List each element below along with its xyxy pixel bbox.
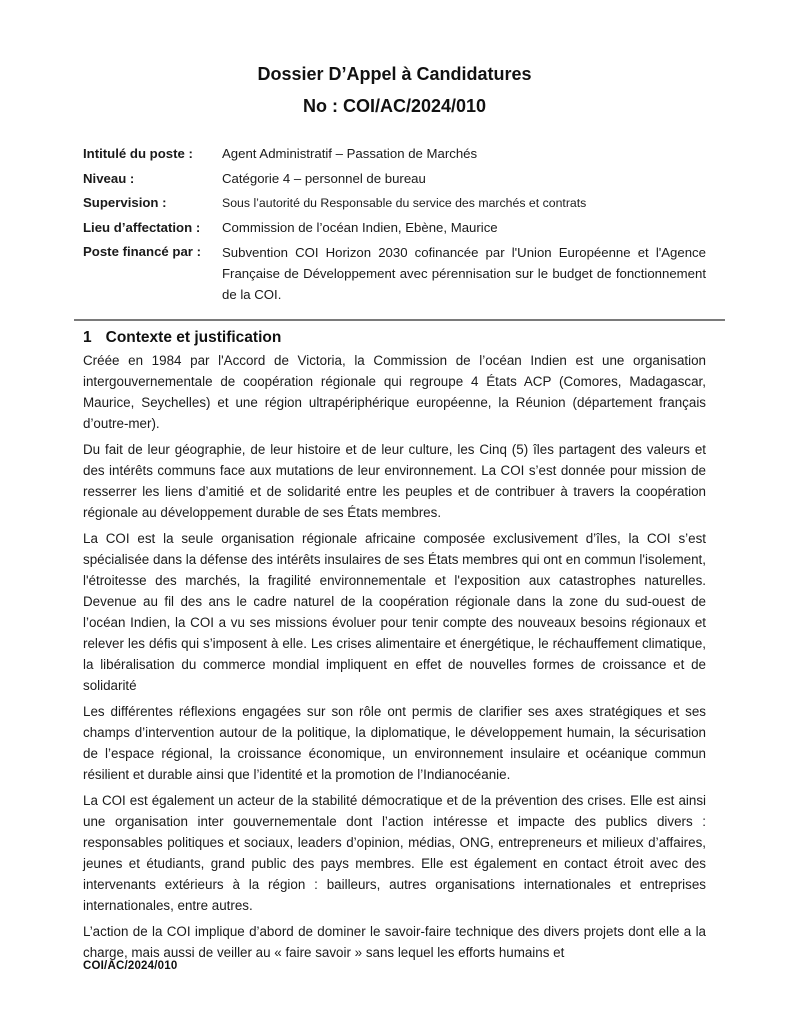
section-divider [74, 319, 725, 321]
meta-label: Poste financé par : [83, 244, 201, 259]
page-content [83, 0, 706, 968]
section-number: 1 [83, 329, 92, 346]
footer-reference: COI/AC/2024/010 [83, 960, 178, 972]
document-reference-number: No : COI/AC/2024/010 [302, 96, 487, 116]
meta-row-financement [83, 242, 706, 305]
paragraph: Les différentes réflexions engagées sur son rôle ont permis de clarifier ses axes stratégiques et ses champs d’intervention autour de la politique, la diplomatique, le développement humain, la sécurisation de l’espace régional, la croissance économique, un environnement insulaire et océanique commun résilient et durable ainsi que l’identité et la promotion de l’Indianocéanie. [83, 704, 706, 782]
meta-value: Catégorie 4 – personnel de bureau [222, 170, 426, 186]
section-body [83, 350, 706, 963]
section-title: Contexte et justification [105, 329, 282, 346]
meta-row-intitule [83, 144, 706, 165]
meta-row-lieu [83, 218, 706, 239]
paragraph: L’action de la COI implique d’abord de dominer le savoir-faire technique des divers projets dont elle a la charge, mais aussi de veiller au « faire savoir » sans lequel les efforts humains et [83, 924, 706, 960]
meta-label: Niveau : [83, 170, 135, 186]
document-title: Dossier D’Appel à Candidatures [257, 64, 532, 84]
section-heading [83, 328, 706, 348]
paragraph: Créée en 1984 par l'Accord de Victoria, la Commission de l’océan Indien est une organisation intergouvernementale de coopération régionale qui regroupe 4 États ACP (Comores, Madagascar, Maurice, Seychelles) et une région ultrapériphérique européenne, la Réunion (département français d’outre-mer). [83, 353, 706, 431]
paragraph: La COI est la seule organisation régionale africaine composée exclusivement d’îles, la COI s’est spécialisée dans la défense des intérêts insulaires de ses États membres qui ont en commun l'isolement, l'étroitesse des marchés, la fragilité environnementale et l'exposition aux catastrophes naturelles. Devenue au fil des ans le cadre naturel de la coopération régionale dans la zone du sud-ouest de l’océan Indien, la COI a vu ses missions évoluer pour tenir compte des nouveaux besoins régionaux et relever les défis qui s’imposent à elle. Les crises alimentaire et énergétique, le réchauffement climatique, la libéralisation du commerce mondial impliquent en effet de nouvelles formes de croissance et de solidarité [83, 531, 706, 693]
meta-value: Sous l’autorité du Responsable du service des marchés et contrats [222, 196, 587, 210]
meta-value: Commission de l’océan Indien, Ebène, Maurice [222, 219, 498, 235]
meta-value: Agent Administratif – Passation de Marchés [222, 146, 478, 161]
meta-label: Intitulé du poste : [83, 146, 193, 161]
meta-label: Lieu d’affectation : [83, 219, 201, 235]
paragraph: La COI est également un acteur de la stabilité démocratique et de la prévention des crises. Elle est ainsi une organisation inter gouvernementale dont l’action intéresse et impacte des publics divers : responsables politiques et sociaux, leaders d’opinion, médias, ONG, entrepreneurs et milieux d’affaires, jeunes et étudiants, grand public des pays membres. Elle est également en contact étroit avec des intervenants extérieurs à la région : bailleurs, autres organisations internationales et entreprises internationales, entre autres. [83, 793, 706, 913]
meta-label: Supervision : [83, 195, 167, 210]
document-title-block [83, 62, 706, 118]
meta-row-supervision [83, 193, 706, 214]
meta-value: Subvention COI Horizon 2030 cofinancée par l'Union Européenne et l'Agence Française de Développement avec pérennisation sur le budget de fonctionnement de la COI. [222, 245, 706, 302]
meta-row-niveau [83, 169, 706, 190]
job-metadata-table [83, 144, 706, 305]
paragraph: Du fait de leur géographie, de leur histoire et de leur culture, les Cinq (5) îles partagent des valeurs et des intérêts communs face aux mutations de leur environnement. La COI s’est donnée pour mission de resserrer les liens d’amitié et de solidarité entre les peuples et de contribuer à travers la coopération régionale au développement durable de ses États membres. [83, 442, 706, 520]
